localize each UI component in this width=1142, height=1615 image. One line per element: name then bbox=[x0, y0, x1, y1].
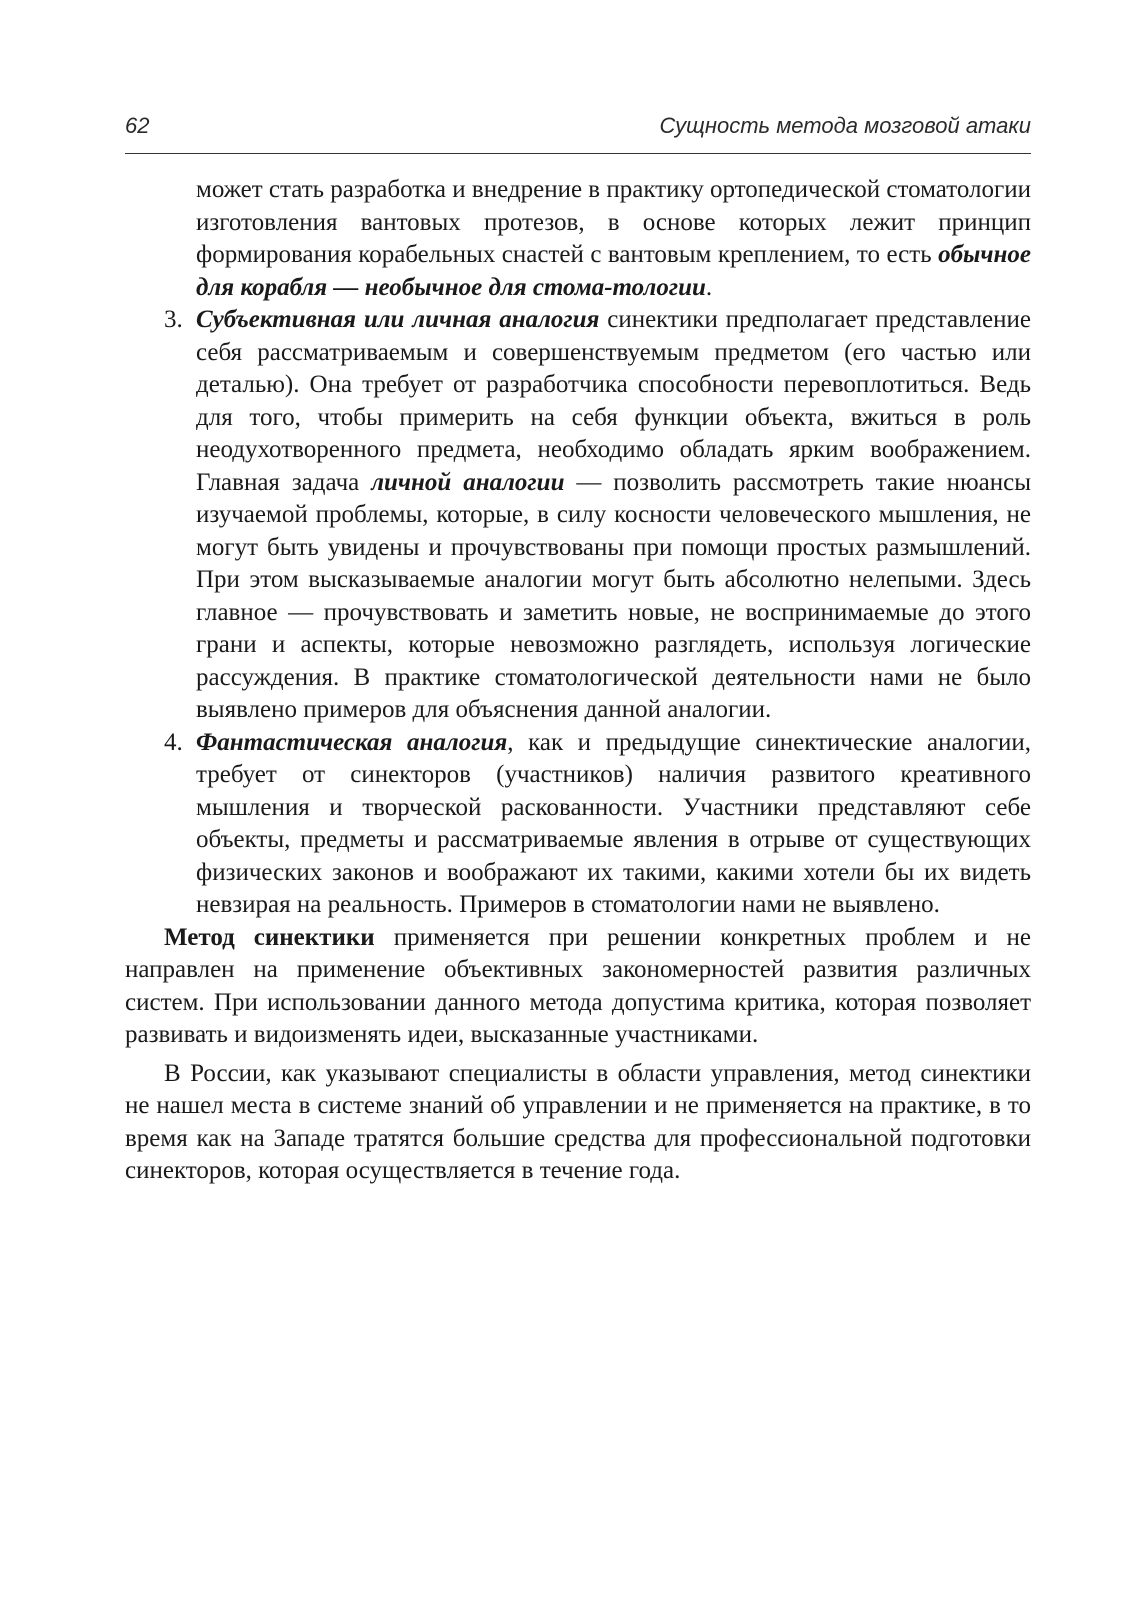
header-rule bbox=[125, 153, 1031, 154]
continuation-text: может стать разработка и внедрение в практику ортопедической стоматологии изготовления вантовых протезов, в основе которых лежит принцип формирования корабельных снастей с вантовым креплением, то есть bbox=[196, 176, 1031, 268]
list-item-text: , как и предыдущие синектические аналогии, требует от синекторов (участников) наличия развитого креативного мышления и творческой раскованности. Участники представляют себе объекты, предметы и рассматриваемые явления в отрыве от существующих физических законов и воображают их такими, какими хотели бы их видеть невзирая на реальность. Примеров в стоматологии нами не выявлено. bbox=[196, 728, 1032, 918]
list-item-emphasis: личной аналогии bbox=[371, 468, 565, 496]
list-item-text: — позволить рассмотреть такие нюансы изучаемой проблемы, которые, в силу косности человеческого мышления, не могут быть увидены и прочувствованы при помощи простых размышлений. При этом высказываемые аналогии могут быть абсолютно нелепыми. Здесь главное — прочувствовать и заметить новые, не воспринимаемые до этого грани и аспекты, которые невозможно разглядеть, используя логические рассуждения. В практике стоматологической деятельности нами не было выявлено примеров для объяснения данной аналогии. bbox=[196, 468, 1031, 723]
paragraph-russia bbox=[125, 1058, 1031, 1188]
list-item-4 bbox=[125, 727, 1031, 922]
paragraph-synectics-method bbox=[125, 922, 1031, 1052]
list-item-number: 3. bbox=[164, 306, 183, 333]
continuation-end: . bbox=[705, 273, 713, 301]
running-head bbox=[125, 108, 1031, 144]
list-item-text: синектики предполагает представление себя рассматриваемым и совершенствуемым предметом (его частью или деталью). Она требует от разработчика способности перевоплотиться. Ведь для того, чтобы примерить на себя функции объекта, вжиться в роль неодухотворенного предмета, необходимо обладать ярким воображением. Главная задача bbox=[196, 306, 1031, 496]
page-number: 62 bbox=[125, 113, 150, 138]
running-head-title: Сущность метода мозговой атаки bbox=[659, 113, 1031, 138]
list-item-number: 4. bbox=[164, 728, 183, 756]
list-item-term: Фантастическая аналогия bbox=[196, 728, 508, 756]
list-item-continuation bbox=[125, 174, 1031, 304]
paragraph-text: применяется при решении конкретных проблем и не направлен на применение объективных закономерностей развития различных систем. При использовании данного метода допустима критика, которая позволяет развивать и видоизменять идеи, высказанные участниками. bbox=[125, 923, 1031, 1048]
continuation-emphasis: обычное для корабля — необычное для стома-тологии bbox=[196, 241, 1031, 301]
list-item-3 bbox=[125, 304, 1031, 727]
list-item-term: Субъективная или личная аналогия bbox=[196, 306, 600, 333]
paragraph-text: В России, как указывают специалисты в области управления, метод синектики не нашел места в системе знаний об управлении и не применяется на практике, в то время как на Западе тратятся большие средства для профессиональной подготовки синекторов, которая осуществляется в течение года. bbox=[125, 1059, 1031, 1184]
paragraph-lead: Метод синектики bbox=[164, 923, 375, 951]
page-body bbox=[125, 174, 1031, 1188]
